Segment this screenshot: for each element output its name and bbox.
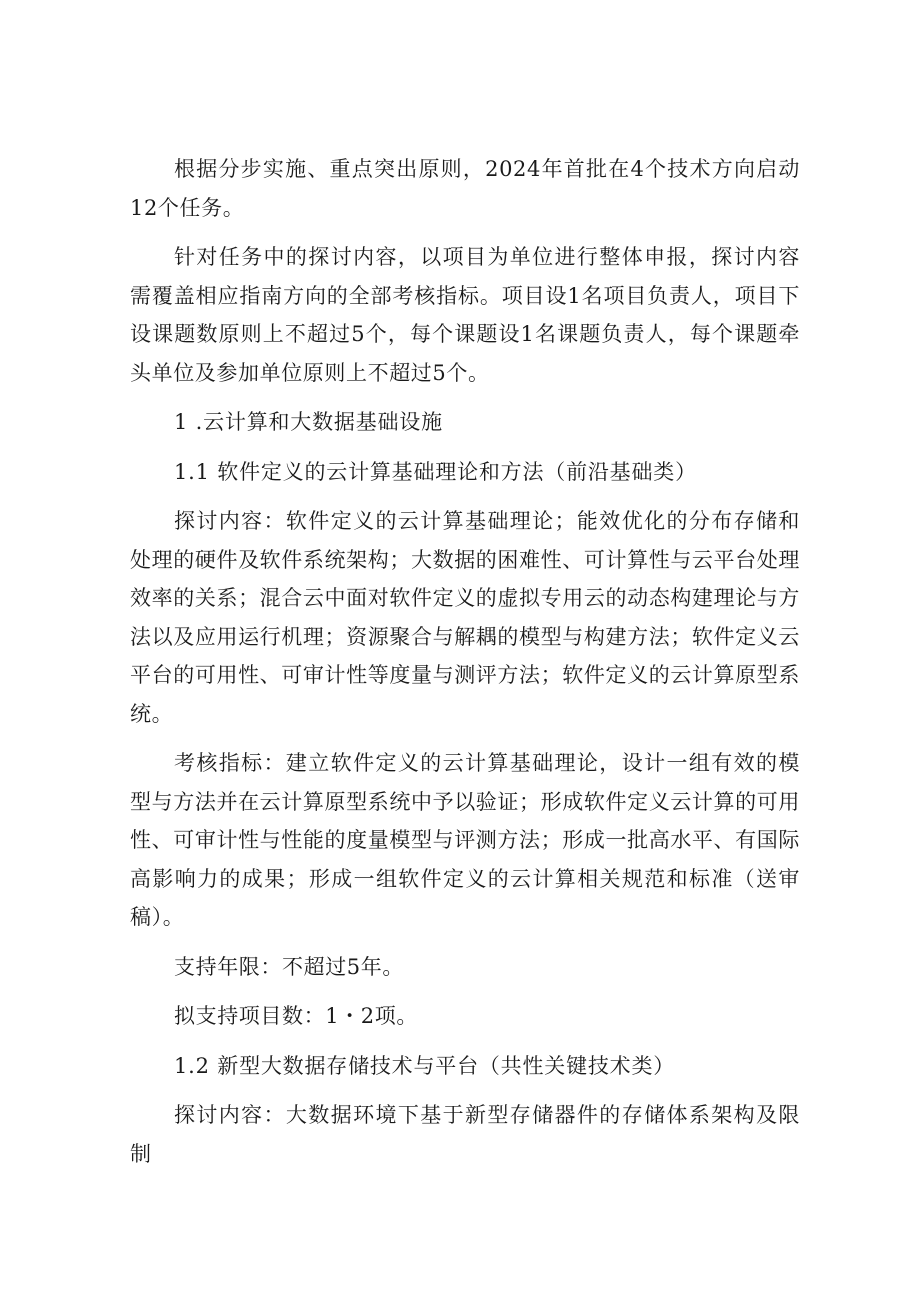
paragraph-research-content-1-1: 探讨内容：软件定义的云计算基础理论；能效优化的分布存储和处理的硬件及软件系统架构；大数据的困难性、可计算性与云平台处理效率的关系；混合云中面对软件定义的虚拟专用云的动态构建理论与方法以及应用运行机理；资源聚合与解耦的模型与构建方法；软件定义云平台的可用性、可审计性等度量与测评方法；软件定义的云计算原型系统。: [130, 509, 800, 726]
document-body: [130, 150, 800, 1184]
paragraph-research-content-1-2: 探讨内容：大数据环境下基于新型存储器件的存储体系架构及限制: [130, 1103, 800, 1166]
subsection-heading-1-2: 1.2 新型大数据存储技术与平台（共性关键技术类）: [174, 1053, 676, 1078]
section-heading-1: 1 .云计算和大数据基础设施: [174, 410, 443, 434]
paragraph-assessment-indicators-1-1: 考核指标：建立软件定义的云计算基础理论，设计一组有效的模型与方法并在云计算原型系统中予以验证；形成软件定义云计算的可用性、可审计性与性能的度量模型与评测方法；形成一批高水平、有国际高影响力的成果；形成一组软件定义的云计算相关规范和标准（送审稿）。: [130, 751, 800, 929]
paragraph-support-period: 支持年限：不超过5年。: [174, 954, 404, 979]
paragraph-intro: 根据分步实施、重点突出原则，2024年首批在4个技术方向启动12个任务。: [130, 157, 800, 220]
subsection-heading-1-1: 1.1 软件定义的云计算基础理论和方法（前沿基础类）: [174, 459, 697, 484]
paragraph-application-rules: 针对任务中的探讨内容，以项目为单位进行整体申报，探讨内容需覆盖相应指南方向的全部考核指标。项目设1名项目负责人，项目下设课题数原则上不超过5个，每个课题设1名课题负责人，每个课题牵头单位及参加单位原则上不超过5个。: [130, 245, 800, 385]
paragraph-project-count: 拟支持项目数：1・2项。: [174, 1004, 418, 1028]
